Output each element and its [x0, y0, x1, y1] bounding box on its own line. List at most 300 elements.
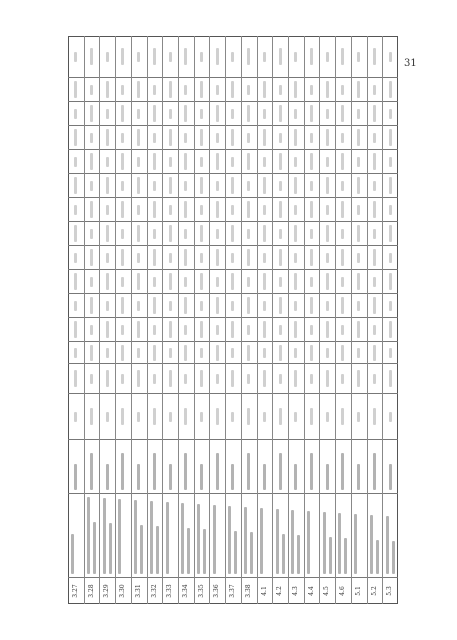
table-row	[367, 36, 383, 604]
cell-value-illegible	[216, 85, 219, 95]
cell-value-illegible	[106, 301, 109, 311]
cell-value-illegible	[137, 82, 140, 99]
cell-value-illegible	[357, 274, 360, 291]
cell-value-illegible	[326, 253, 329, 263]
cell-value-illegible	[153, 250, 156, 267]
cell-text-illegible	[310, 453, 313, 490]
cell-value-illegible	[106, 253, 109, 263]
table-row	[257, 36, 273, 604]
cell-text-illegible	[279, 453, 282, 490]
cell-value-illegible	[310, 325, 313, 335]
cell-value-illegible	[310, 133, 313, 143]
cell-value-illegible	[310, 106, 313, 123]
cell-text-illegible	[103, 498, 106, 574]
cell-value-illegible	[294, 205, 297, 215]
cell-value-illegible	[357, 130, 360, 147]
cell-text-illegible	[90, 453, 93, 490]
cell-value-illegible	[326, 178, 329, 195]
cell-value-illegible	[279, 277, 282, 287]
cell-value-illegible	[184, 298, 187, 315]
cell-value-illegible	[279, 325, 282, 335]
cell-text-illegible	[228, 506, 231, 574]
cell-value-illegible	[216, 229, 219, 239]
cell-text-illegible	[338, 513, 341, 574]
page-number: 31	[404, 58, 417, 69]
cell-value-illegible	[263, 178, 266, 195]
row-number: 3.36	[213, 584, 221, 598]
cell-value-illegible	[247, 345, 250, 361]
row-number: 3.28	[87, 584, 95, 598]
cell-value-illegible	[153, 181, 156, 191]
cell-text-illegible	[134, 500, 137, 574]
cell-value-illegible	[373, 374, 376, 384]
cell-value-illegible	[247, 250, 250, 267]
cell-value-illegible	[231, 130, 234, 147]
cell-value-illegible	[106, 157, 109, 167]
cell-value-illegible	[216, 154, 219, 171]
cell-value-illegible	[121, 106, 124, 123]
cell-value-illegible	[357, 348, 360, 358]
cell-value-illegible	[247, 374, 250, 384]
cell-value-illegible	[169, 157, 172, 167]
cell-value-illegible	[294, 348, 297, 358]
cell-value-illegible	[247, 298, 250, 315]
cell-text-illegible	[354, 514, 357, 574]
cell-value-illegible	[294, 52, 297, 62]
row-number: 3.27	[72, 584, 79, 598]
cell-value-illegible	[373, 409, 376, 426]
cell-value-illegible	[357, 178, 360, 195]
cell-value-illegible	[200, 322, 203, 339]
cell-value-illegible	[74, 322, 77, 339]
table-row	[194, 36, 210, 604]
cell-value-illegible	[216, 277, 219, 287]
cell-text-illegible	[260, 508, 263, 574]
cell-value-illegible	[153, 229, 156, 239]
cell-value-illegible	[90, 202, 93, 219]
cell-text-illegible	[244, 507, 247, 574]
cell-value-illegible	[184, 49, 187, 66]
row-number: 4.6	[339, 586, 347, 596]
cell-value-illegible	[231, 301, 234, 311]
cell-value-illegible	[184, 181, 187, 191]
cell-value-illegible	[121, 409, 124, 426]
cell-value-illegible	[90, 229, 93, 239]
cell-text-illegible	[370, 515, 373, 574]
cell-value-illegible	[106, 412, 109, 422]
cell-value-illegible	[200, 52, 203, 62]
cell-value-illegible	[137, 226, 140, 243]
cell-value-illegible	[279, 154, 282, 171]
cell-text-illegible	[357, 464, 360, 490]
cell-value-illegible	[74, 109, 77, 119]
cell-text-illegible	[150, 501, 153, 574]
cell-value-illegible	[263, 274, 266, 291]
cell-text-illegible	[93, 522, 96, 574]
cell-value-illegible	[106, 109, 109, 119]
cell-value-illegible	[137, 52, 140, 62]
cell-value-illegible	[279, 250, 282, 267]
cell-text-illegible	[329, 537, 332, 574]
cell-value-illegible	[121, 181, 124, 191]
cell-text-illegible	[247, 453, 250, 490]
table-row	[84, 36, 100, 604]
cell-value-illegible	[389, 301, 392, 311]
cell-value-illegible	[153, 409, 156, 426]
cell-value-illegible	[294, 274, 297, 291]
cell-value-illegible	[357, 253, 360, 263]
cell-value-illegible	[263, 301, 266, 311]
cell-value-illegible	[247, 133, 250, 143]
cell-text-illegible	[187, 528, 190, 574]
cell-value-illegible	[137, 130, 140, 147]
cell-value-illegible	[137, 178, 140, 195]
cell-value-illegible	[357, 412, 360, 422]
cell-value-illegible	[200, 371, 203, 388]
cell-text-illegible	[291, 510, 294, 574]
cell-value-illegible	[216, 202, 219, 219]
cell-value-illegible	[231, 157, 234, 167]
cell-text-illegible	[392, 541, 395, 574]
cell-value-illegible	[137, 274, 140, 291]
cell-value-illegible	[90, 133, 93, 143]
table-row	[115, 36, 131, 604]
cell-value-illegible	[294, 157, 297, 167]
cell-value-illegible	[326, 348, 329, 358]
cell-value-illegible	[389, 412, 392, 422]
cell-value-illegible	[74, 157, 77, 167]
cell-value-illegible	[357, 109, 360, 119]
cell-value-illegible	[357, 371, 360, 388]
cell-value-illegible	[153, 154, 156, 171]
cell-value-illegible	[74, 226, 77, 243]
cell-value-illegible	[357, 82, 360, 99]
cell-value-illegible	[137, 301, 140, 311]
cell-value-illegible	[106, 226, 109, 243]
cell-value-illegible	[106, 348, 109, 358]
cell-text-illegible	[263, 464, 266, 490]
row-number: 4.2	[276, 586, 284, 596]
cell-value-illegible	[121, 85, 124, 95]
cell-value-illegible	[341, 154, 344, 171]
cell-text-illegible	[203, 529, 206, 574]
cell-value-illegible	[153, 374, 156, 384]
cell-value-illegible	[263, 109, 266, 119]
row-number: 3.32	[150, 584, 158, 598]
cell-value-illegible	[74, 274, 77, 291]
cell-value-illegible	[247, 49, 250, 66]
cell-value-illegible	[341, 325, 344, 335]
cell-text-illegible	[323, 512, 326, 574]
table-row	[382, 36, 398, 604]
cell-value-illegible	[137, 157, 140, 167]
cell-value-illegible	[216, 133, 219, 143]
cell-value-illegible	[74, 412, 77, 422]
cell-value-illegible	[373, 106, 376, 123]
cell-value-illegible	[326, 130, 329, 147]
cell-value-illegible	[184, 85, 187, 95]
cell-value-illegible	[200, 109, 203, 119]
cell-value-illegible	[231, 412, 234, 422]
cell-value-illegible	[389, 178, 392, 195]
data-table	[68, 36, 398, 604]
row-number: 4.1	[260, 586, 268, 596]
cell-value-illegible	[153, 345, 156, 361]
cell-text-illegible	[156, 526, 159, 574]
cell-value-illegible	[341, 49, 344, 66]
cell-value-illegible	[153, 49, 156, 66]
cell-value-illegible	[310, 345, 313, 361]
cell-text-illegible	[297, 535, 300, 574]
cell-value-illegible	[90, 345, 93, 361]
cell-value-illegible	[74, 253, 77, 263]
cell-value-illegible	[326, 205, 329, 215]
cell-value-illegible	[247, 85, 250, 95]
cell-text-illegible	[200, 464, 203, 490]
cell-value-illegible	[106, 371, 109, 388]
cell-value-illegible	[169, 322, 172, 339]
cell-value-illegible	[389, 205, 392, 215]
cell-value-illegible	[326, 157, 329, 167]
cell-value-illegible	[169, 226, 172, 243]
row-number: 3.38	[244, 584, 252, 598]
table-row	[131, 36, 147, 604]
cell-value-illegible	[263, 82, 266, 99]
cell-value-illegible	[263, 412, 266, 422]
cell-value-illegible	[153, 298, 156, 315]
cell-value-illegible	[153, 277, 156, 287]
cell-text-illegible	[184, 453, 187, 490]
cell-text-illegible	[376, 540, 379, 574]
cell-value-illegible	[294, 82, 297, 99]
cell-value-illegible	[279, 49, 282, 66]
cell-value-illegible	[231, 274, 234, 291]
cell-value-illegible	[200, 274, 203, 291]
cell-value-illegible	[153, 133, 156, 143]
cell-value-illegible	[90, 181, 93, 191]
cell-value-illegible	[310, 154, 313, 171]
cell-value-illegible	[121, 250, 124, 267]
cell-value-illegible	[263, 371, 266, 388]
cell-value-illegible	[279, 181, 282, 191]
cell-value-illegible	[200, 226, 203, 243]
cell-value-illegible	[90, 374, 93, 384]
cell-value-illegible	[200, 348, 203, 358]
cell-value-illegible	[341, 345, 344, 361]
cell-value-illegible	[294, 301, 297, 311]
cell-text-illegible	[386, 516, 389, 574]
cell-value-illegible	[310, 229, 313, 239]
cell-value-illegible	[373, 133, 376, 143]
cell-value-illegible	[200, 412, 203, 422]
table-row	[351, 36, 367, 604]
cell-value-illegible	[231, 205, 234, 215]
cell-value-illegible	[137, 371, 140, 388]
row-number: 4.5	[323, 586, 331, 596]
cell-value-illegible	[74, 371, 77, 388]
cell-value-illegible	[106, 178, 109, 195]
cell-value-illegible	[326, 274, 329, 291]
cell-value-illegible	[389, 157, 392, 167]
cell-value-illegible	[326, 82, 329, 99]
cell-value-illegible	[169, 301, 172, 311]
table-row	[68, 36, 84, 604]
cell-value-illegible	[279, 229, 282, 239]
cell-value-illegible	[216, 409, 219, 426]
cell-value-illegible	[169, 178, 172, 195]
cell-value-illegible	[184, 325, 187, 335]
cell-value-illegible	[263, 157, 266, 167]
cell-value-illegible	[121, 229, 124, 239]
cell-value-illegible	[263, 322, 266, 339]
cell-value-illegible	[326, 109, 329, 119]
cell-value-illegible	[247, 181, 250, 191]
cell-value-illegible	[263, 226, 266, 243]
cell-value-illegible	[389, 109, 392, 119]
cell-value-illegible	[74, 52, 77, 62]
cell-value-illegible	[169, 130, 172, 147]
cell-value-illegible	[341, 229, 344, 239]
cell-value-illegible	[310, 298, 313, 315]
cell-value-illegible	[200, 157, 203, 167]
cell-value-illegible	[137, 109, 140, 119]
row-number: 3.33	[166, 584, 174, 598]
cell-value-illegible	[216, 345, 219, 361]
cell-value-illegible	[279, 85, 282, 95]
cell-value-illegible	[184, 202, 187, 219]
table-row	[225, 36, 241, 604]
cell-value-illegible	[216, 49, 219, 66]
cell-value-illegible	[294, 130, 297, 147]
cell-value-illegible	[231, 178, 234, 195]
cell-value-illegible	[153, 85, 156, 95]
cell-value-illegible	[294, 226, 297, 243]
cell-value-illegible	[184, 277, 187, 287]
cell-value-illegible	[216, 106, 219, 123]
row-number: 5.1	[354, 586, 362, 596]
cell-value-illegible	[373, 49, 376, 66]
cell-value-illegible	[121, 202, 124, 219]
cell-text-illegible	[250, 532, 253, 574]
cell-value-illegible	[357, 322, 360, 339]
cell-value-illegible	[121, 277, 124, 287]
cell-text-illegible	[344, 538, 347, 574]
cell-value-illegible	[279, 106, 282, 123]
cell-value-illegible	[137, 412, 140, 422]
cell-value-illegible	[90, 325, 93, 335]
cell-value-illegible	[247, 409, 250, 426]
cell-value-illegible	[137, 322, 140, 339]
cell-value-illegible	[216, 325, 219, 335]
cell-text-illegible	[197, 504, 200, 574]
cell-value-illegible	[341, 181, 344, 191]
row-number: 3.31	[134, 584, 142, 598]
cell-value-illegible	[169, 371, 172, 388]
cell-value-illegible	[294, 412, 297, 422]
cell-value-illegible	[121, 154, 124, 171]
cell-value-illegible	[279, 374, 282, 384]
cell-value-illegible	[279, 345, 282, 361]
cell-value-illegible	[169, 274, 172, 291]
cell-text-illegible	[118, 499, 121, 574]
cell-value-illegible	[310, 85, 313, 95]
cell-value-illegible	[106, 82, 109, 99]
cell-value-illegible	[373, 277, 376, 287]
cell-value-illegible	[184, 374, 187, 384]
cell-value-illegible	[153, 325, 156, 335]
table-row	[335, 36, 351, 604]
cell-text-illegible	[87, 497, 90, 574]
cell-value-illegible	[357, 157, 360, 167]
cell-value-illegible	[200, 205, 203, 215]
cell-value-illegible	[294, 253, 297, 263]
cell-value-illegible	[357, 205, 360, 215]
cell-value-illegible	[294, 322, 297, 339]
cell-value-illegible	[294, 371, 297, 388]
cell-value-illegible	[326, 226, 329, 243]
cell-text-illegible	[169, 464, 172, 490]
cell-value-illegible	[169, 205, 172, 215]
cell-value-illegible	[231, 371, 234, 388]
cell-value-illegible	[263, 348, 266, 358]
cell-value-illegible	[310, 277, 313, 287]
cell-value-illegible	[106, 130, 109, 147]
cell-value-illegible	[310, 250, 313, 267]
cell-text-illegible	[231, 464, 234, 490]
cell-value-illegible	[200, 130, 203, 147]
cell-value-illegible	[90, 298, 93, 315]
cell-value-illegible	[121, 49, 124, 66]
cell-value-illegible	[74, 301, 77, 311]
row-number: 3.35	[197, 584, 205, 598]
row-number: 4.4	[307, 586, 315, 596]
cell-value-illegible	[121, 325, 124, 335]
cell-value-illegible	[389, 52, 392, 62]
cell-value-illegible	[216, 181, 219, 191]
cell-text-illegible	[389, 464, 392, 490]
cell-value-illegible	[74, 205, 77, 215]
cell-value-illegible	[106, 52, 109, 62]
cell-text-illegible	[74, 464, 77, 490]
cell-value-illegible	[326, 322, 329, 339]
cell-value-illegible	[106, 274, 109, 291]
cell-value-illegible	[216, 250, 219, 267]
cell-value-illegible	[169, 82, 172, 99]
cell-value-illegible	[373, 229, 376, 239]
cell-value-illegible	[310, 181, 313, 191]
cell-value-illegible	[137, 348, 140, 358]
cell-value-illegible	[169, 348, 172, 358]
cell-value-illegible	[294, 109, 297, 119]
cell-value-illegible	[341, 85, 344, 95]
cell-value-illegible	[184, 409, 187, 426]
cell-value-illegible	[106, 205, 109, 215]
cell-value-illegible	[231, 52, 234, 62]
cell-value-illegible	[341, 298, 344, 315]
cell-value-illegible	[90, 409, 93, 426]
cell-value-illegible	[137, 253, 140, 263]
cell-value-illegible	[90, 277, 93, 287]
cell-value-illegible	[341, 409, 344, 426]
cell-value-illegible	[74, 178, 77, 195]
cell-text-illegible	[140, 525, 143, 574]
cell-value-illegible	[231, 253, 234, 263]
cell-value-illegible	[74, 130, 77, 147]
cell-value-illegible	[74, 82, 77, 99]
cell-value-illegible	[263, 52, 266, 62]
cell-value-illegible	[121, 133, 124, 143]
cell-value-illegible	[341, 133, 344, 143]
